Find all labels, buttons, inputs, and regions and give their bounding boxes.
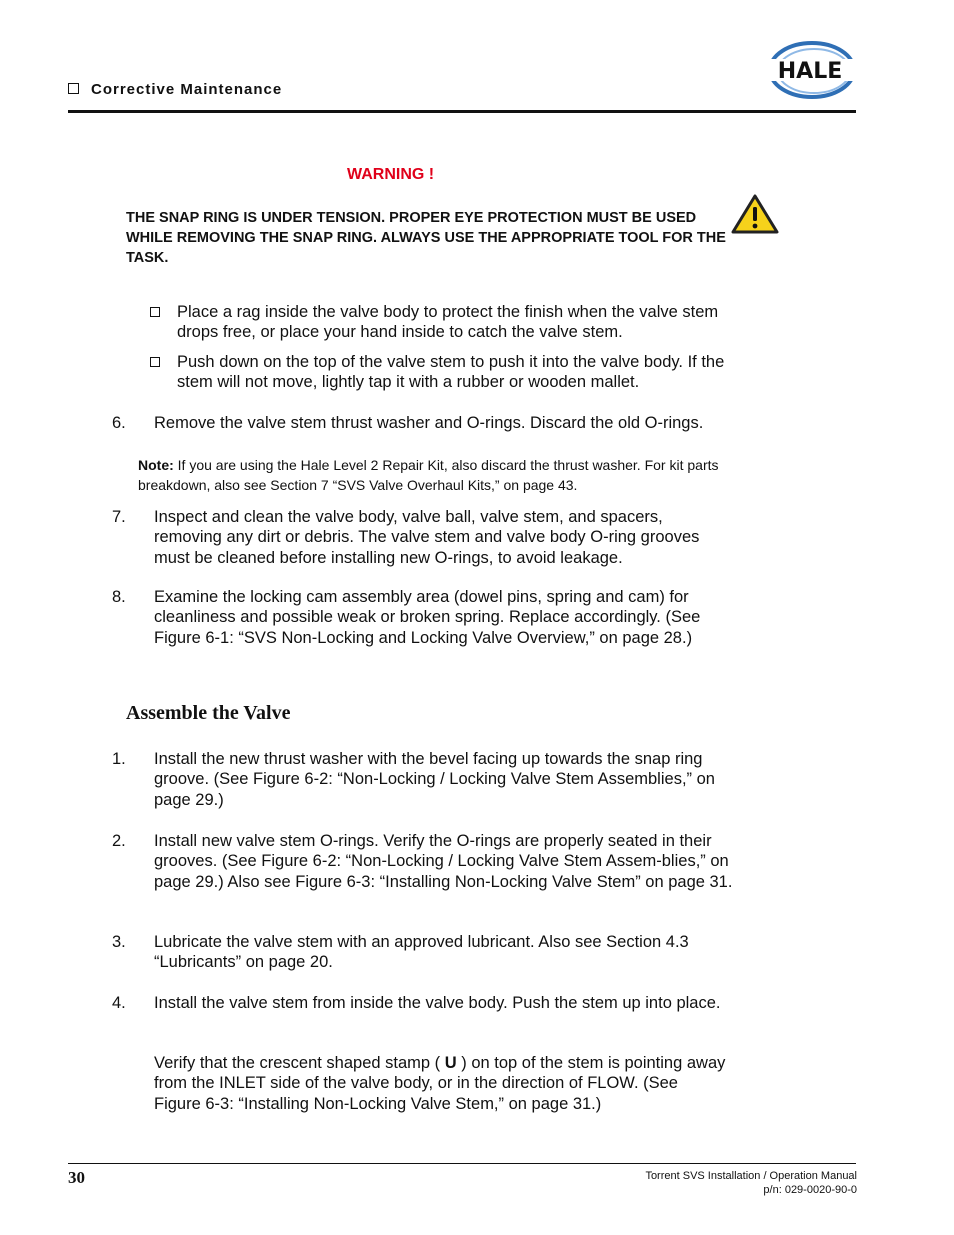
step-text: Remove the valve stem thrust washer and O-rings. Discard the old O-rings.: [154, 414, 704, 432]
footer-rule: [68, 1163, 856, 1164]
verify-text-after: ) on top of the stem is pointing away from the INLET side of the valve body, or in the direction of FLOW. (See Figure 6-3: “Installing Non-Locking Valve Stem,” on page 31.): [154, 1054, 726, 1113]
checkbox-bullet-icon: [150, 307, 160, 317]
note: [138, 455, 738, 495]
step-text: Lubricate the valve stem with an approved lubricant. Also see Section 4.3 “Lubricants” on page 20.: [154, 933, 689, 972]
warning-title: WARNING !: [347, 166, 435, 183]
checkbox-bullet-icon: [150, 357, 160, 367]
crescent-stamp: U: [444, 1054, 457, 1072]
section-label: [68, 81, 282, 98]
step-number: 6.: [112, 414, 126, 432]
header-rule: [68, 110, 856, 113]
manual-title: Torrent SVS Installation / Operation Manual: [645, 1170, 857, 1182]
bullet-text: Push down on the top of the valve stem to push it into the valve body. If the stem will not move, lightly tap it with a rubber or wooden mallet.: [177, 353, 725, 392]
step-text: Install the valve stem from inside the valve body. Push the stem up into place.: [154, 994, 721, 1012]
verify-paragraph: [154, 1053, 729, 1114]
checkbox-bullet-icon: [68, 83, 79, 94]
step-text: Examine the locking cam assembly area (dowel pins, spring and cam) for cleanliness and possible weak or broken spring. Replace accordingly. (See Figure 6-1: “SVS Non-Locking and Locking Valve Overview,” on page 28.): [154, 588, 701, 647]
bullet-text: Place a rag inside the valve body to protect the finish when the valve stem drops free, or place your hand inside to catch the valve stem.: [177, 303, 719, 342]
step-number: 8.: [112, 588, 126, 606]
verify-text-before: Verify that the crescent shaped stamp (: [154, 1054, 445, 1072]
footer-info: [645, 1169, 857, 1197]
warning-triangle-icon: [730, 193, 780, 235]
step-number: 2.: [112, 832, 126, 850]
step-text: Install new valve stem O-rings. Verify the O-rings are properly seated in their grooves. (See Figure 6-2: “Non-Locking / Locking Valve Stem Assem-blies,” on page 29.) Also see Figure 6-3: “Installing Non-Locking Valve Stem” on page 31.: [154, 832, 733, 891]
step-number: 3.: [112, 933, 126, 951]
step-number: 4.: [112, 994, 126, 1012]
step-number: 1.: [112, 750, 126, 768]
note-text: If you are using the Hale Level 2 Repair Kit, also discard the thrust washer. For kit parts breakdown, also see Section 7 “SVS Valve Overhaul Kits,” on page 43.: [138, 457, 719, 493]
note-label: Note:: [138, 457, 174, 473]
step-number: 7.: [112, 508, 126, 526]
hale-logo: [762, 38, 858, 102]
section-label-text: Corrective Maintenance: [91, 81, 283, 98]
warning-text: THE SNAP RING IS UNDER TENSION. PROPER EYE PROTECTION MUST BE USED WHILE REMOVING THE SNAP RING. ALWAYS USE THE APPROPRIATE TOOL FOR THE TASK.: [126, 210, 726, 266]
logo-text: HALE: [777, 59, 843, 84]
section-heading: Assemble the Valve: [126, 702, 291, 724]
part-number: p/n: 029-0020-90-0: [763, 1184, 857, 1196]
step-text: Inspect and clean the valve body, valve ball, valve stem, and spacers, removing any dirt or debris. The valve stem and valve body O-ring grooves must be cleaned before installing new O-rings, to avoid leakage.: [154, 508, 700, 567]
page-number: 30: [68, 1168, 85, 1187]
step-text: Install the new thrust washer with the bevel facing up towards the snap ring groove. (See Figure 6-2: “Non-Locking / Locking Valve Stem Assemblies,” on page 29.): [154, 750, 715, 809]
